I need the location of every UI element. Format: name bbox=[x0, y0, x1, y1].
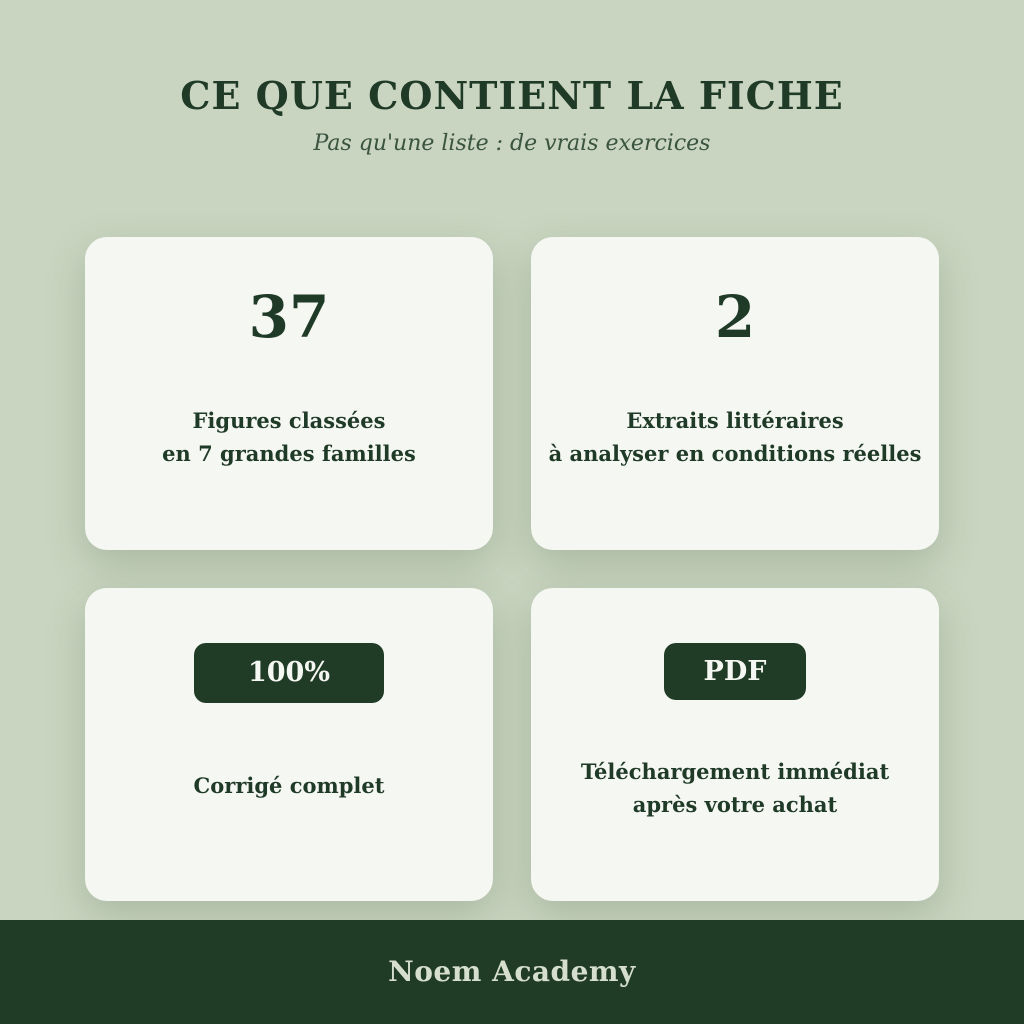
card-extraits-line-2: à analyser en conditions réelles bbox=[548, 441, 922, 466]
card-corrige bbox=[85, 588, 493, 901]
card-figures-description bbox=[85, 404, 493, 470]
card-figures-line-2: en 7 grandes familles bbox=[162, 441, 416, 466]
page-subtitle: Pas qu'une liste : de vrais exercices bbox=[313, 131, 711, 156]
card-corrige-line-1: Corrigé complet bbox=[193, 773, 385, 798]
card-figures bbox=[85, 237, 493, 550]
brand-name: Noem Academy bbox=[388, 955, 636, 988]
percent-badge: 100% bbox=[194, 643, 384, 703]
page-title: CE QUE CONTIENT LA FICHE bbox=[180, 73, 844, 118]
card-extraits-line-1: Extraits littéraires bbox=[626, 408, 844, 433]
header bbox=[0, 72, 1024, 158]
pdf-badge: PDF bbox=[664, 643, 806, 700]
card-corrige-description bbox=[85, 769, 493, 802]
card-pdf-line-1: Téléchargement immédiat bbox=[580, 759, 890, 784]
card-pdf bbox=[531, 588, 939, 901]
card-pdf-line-2: après votre achat bbox=[632, 792, 838, 817]
footer-bar bbox=[0, 920, 1024, 1024]
card-extraits bbox=[531, 237, 939, 550]
card-extraits-description bbox=[531, 404, 939, 470]
card-pdf-description bbox=[531, 755, 939, 821]
figures-count: 37 bbox=[248, 283, 330, 351]
extraits-count: 2 bbox=[714, 283, 756, 351]
card-figures-line-1: Figures classées bbox=[192, 408, 386, 433]
